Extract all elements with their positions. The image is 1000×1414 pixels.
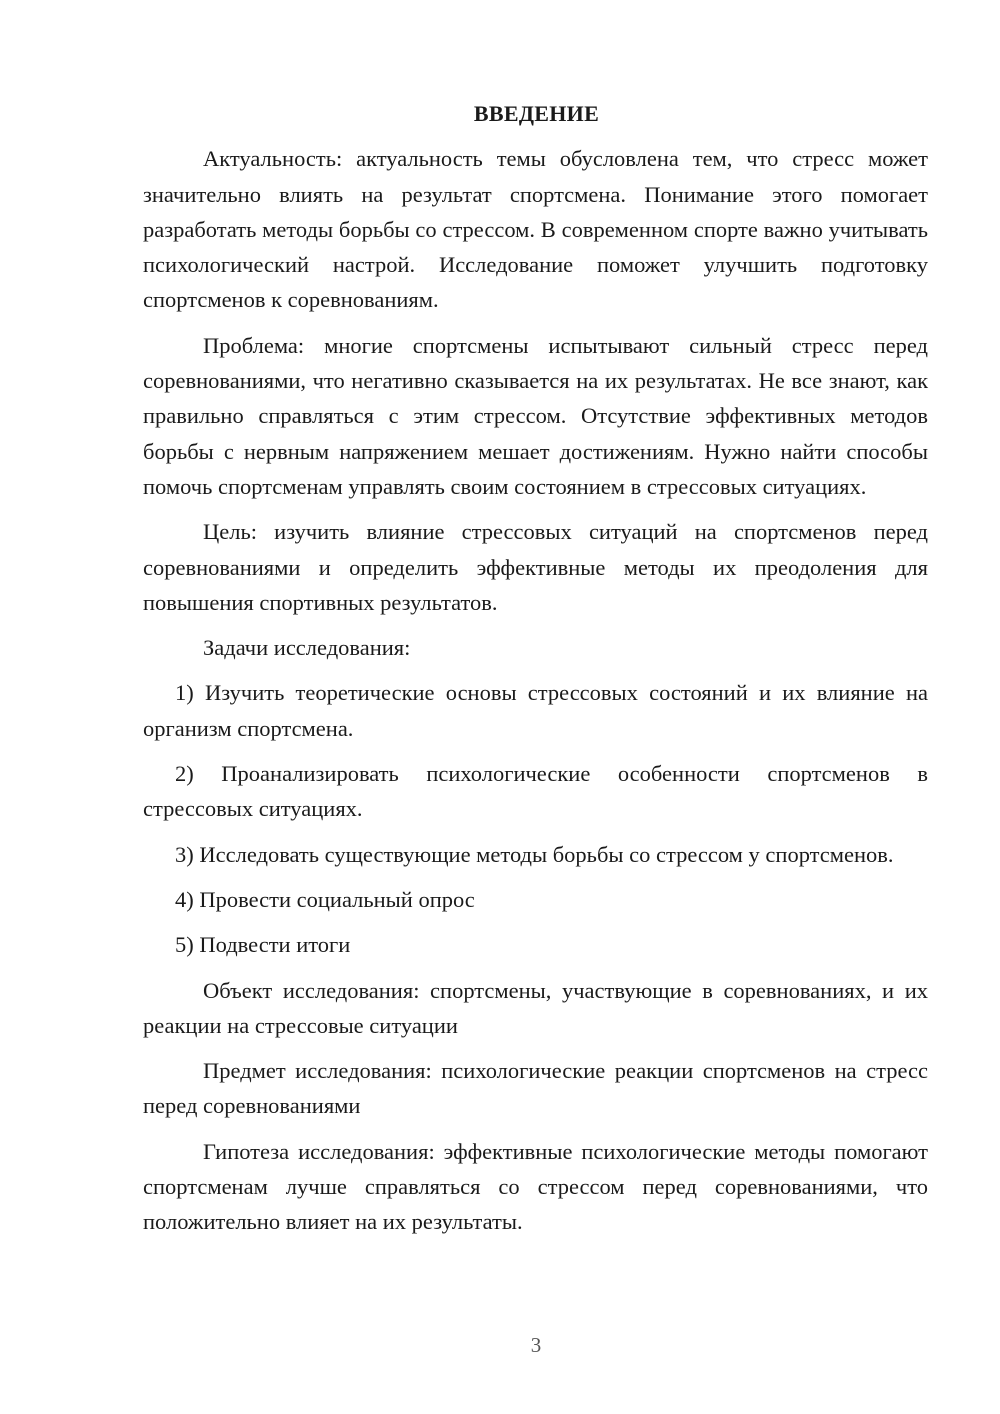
page-number: 3 bbox=[530, 1333, 542, 1357]
task-item-5: 5) Подвести итоги bbox=[175, 932, 351, 958]
hypothesis-paragraph: Гипотеза исследования: эффективные психологические методы помогают спортсменам лучше справляться со стрессом перед соревнованиями, что положительно влияет на их результаты. bbox=[143, 1138, 928, 1235]
object-paragraph: Объект исследования: спортсмены, участвующие в соревнованиях, и их реакции на стрессовые ситуации bbox=[143, 977, 928, 1038]
goal-paragraph: Цель: изучить влияние стрессовых ситуаций на спортсменов перед соревнованиями и определить эффективные методы их преодоления для повышения спортивных результатов. bbox=[143, 519, 928, 615]
tasks-heading: Задачи исследования: bbox=[203, 635, 411, 661]
relevance-paragraph: Актуальность: актуальность темы обусловлена тем, что стресс может значительно влиять на результат спортсмена. Понимание этого помогает разработать методы борьбы со стрессом. В современном спорте важно учитывать психологический настрой. Исследование поможет улучшить подготовку спортсменов к соревнованиям. bbox=[143, 146, 928, 313]
task-item-3: 3) Исследовать существующие методы борьбы со стрессом у спортсменов. bbox=[175, 841, 894, 867]
task-item-4: 4) Провести социальный опрос bbox=[175, 886, 475, 912]
document-page bbox=[143, 96, 928, 1250]
section-title: ВВЕДЕНИЕ bbox=[473, 101, 600, 126]
problem-paragraph: Проблема: многие спортсмены испытывают сильный стресс перед соревнованиями, что негативно сказывается на их результатах. Не все знают, как правильно справляться с этим стрессом. Отсутствие эффективных методов борьбы с нервным напряжением мешает достижениям. Нужно найти способы помочь спортсменам управлять своим состоянием в стрессовых ситуациях. bbox=[143, 332, 928, 499]
task-item-1: 1) Изучить теоретические основы стрессовых состояний и их влияние на организм спортсмена. bbox=[143, 680, 928, 741]
subject-paragraph: Предмет исследования: психологические реакции спортсменов на стресс перед соревнованиями bbox=[143, 1058, 928, 1119]
task-item-2: 2) Проанализировать психологические особенности спортсменов в стрессовых ситуациях. bbox=[143, 761, 928, 822]
